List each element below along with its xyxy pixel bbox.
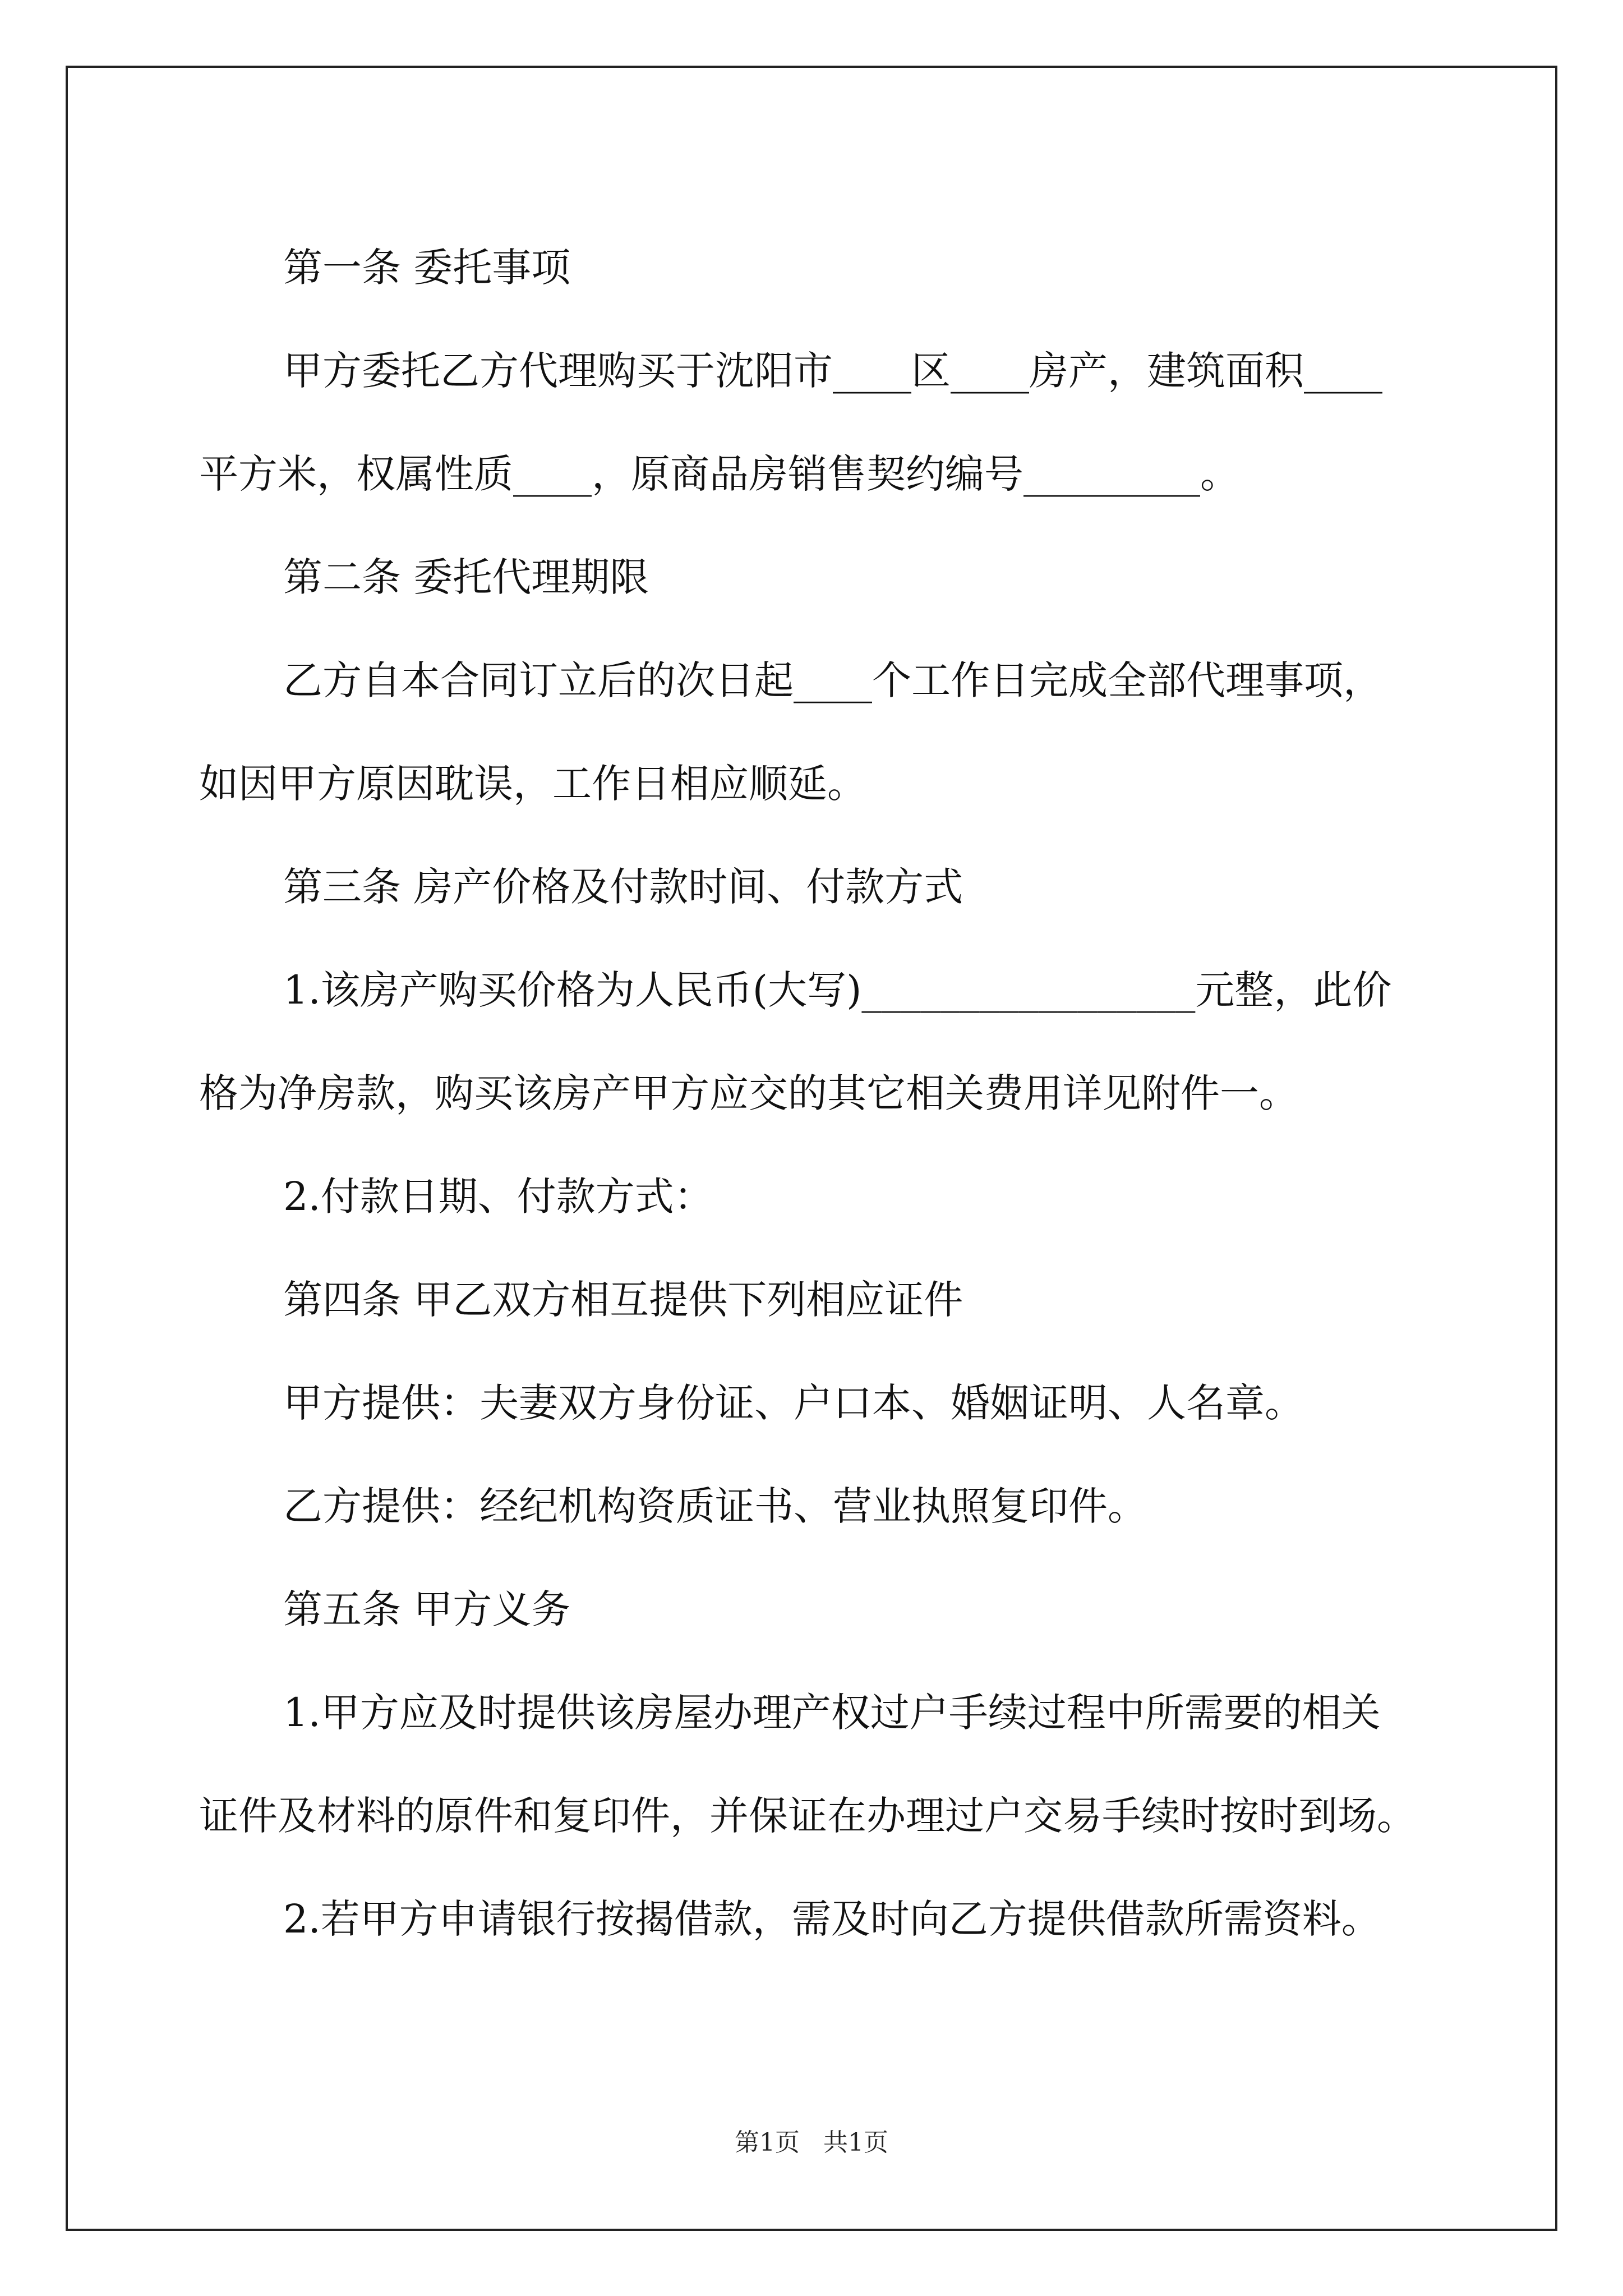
clause-1-heading: 第一条 委托事项 [283,245,571,291]
clause-4-heading: 第四条 甲乙双方相互提供下列相应证件 [283,1277,963,1323]
page-total: 共1页 [823,2128,888,2157]
clause-4-party-b: 乙方提供：经纪机构资质证书、营业执照复印件。 [283,1483,1147,1529]
clause-5-item-1-line-2: 证件及材料的原件和复印件，并保证在办理过户交易手续时按时到场。 [199,1793,1416,1839]
clause-3-heading: 第三条 房产价格及付款时间、付款方式 [283,864,963,910]
page-footer [0,2126,1623,2160]
clause-3-item-2: 2.付款日期、付款方式： [283,1174,713,1220]
clause-1-text-line-2: 平方米，权属性质____，原商品房销售契约编号_________。 [199,451,1239,497]
clause-1-text-line-1: 甲方委托乙方代理购买于沈阳市____区____房产，建筑面积____ [283,348,1382,394]
clause-3-item-1-line-2: 格为净房款，购买该房产甲方应交的其它相关费用详见附件一。 [199,1070,1298,1116]
clause-2-text-line-2: 如因甲方原因耽误，工作日相应顺延。 [199,761,866,807]
clause-4-party-a: 甲方提供：夫妻双方身份证、户口本、婚姻证明、人名章。 [283,1380,1304,1426]
clause-5-item-1-line-1: 1.甲方应及时提供该房屋办理产权过户手续过程中所需要的相关 [283,1690,1381,1736]
document-body [199,216,1427,1971]
clause-3-item-1-line-1: 1.该房产购买价格为人民币(大写)_________________元整，此价 [283,967,1392,1013]
clause-2-heading: 第二条 委托代理期限 [283,554,649,600]
clause-5-item-2: 2.若甲方申请银行按揭借款，需及时向乙方提供借款所需资料。 [283,1896,1381,1942]
clause-5-heading: 第五条 甲方义务 [283,1586,571,1632]
page-number: 第1页 [735,2128,800,2157]
clause-2-text-line-1: 乙方自本合同订立后的次日起____个工作日完成全部代理事项， [283,657,1382,703]
